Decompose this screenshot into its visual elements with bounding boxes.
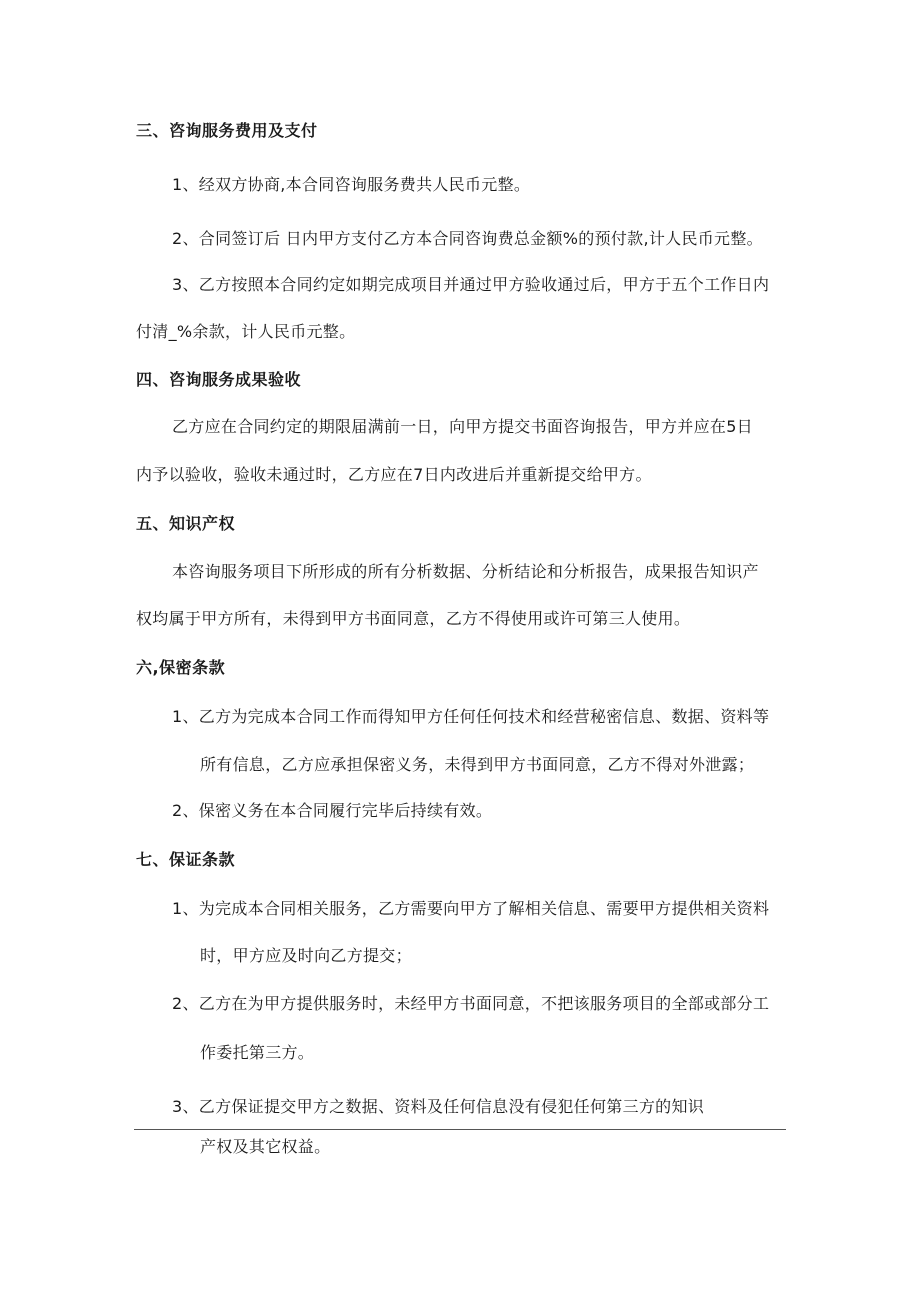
section-5-heading: 五、知识产权 [136,514,236,533]
section-6-item-1-line-1: 1、乙方为完成本合同工作而得知甲方任何任何技术和经营秘密信息、数据、资料等 [172,707,770,726]
section-4-para-line-1: 乙方应在合同约定的期限届满前一日，向甲方提交书面咨询报告，甲方并应在5日 [172,417,753,436]
section-3-item-3-line-2: 付清_%余款，计人民币元整。 [136,322,356,341]
section-7-item-2-line-1: 2、乙方在为甲方提供服务时，未经甲方书面同意，不把该服务项目的全部或部分工 [172,994,770,1013]
section-7-heading: 七、保证条款 [136,850,236,869]
section-7-item-3-line-1: 3、乙方保证提交甲方之数据、资料及任何信息没有侵犯任何第三方的知识 [172,1097,705,1116]
page-divider [134,1129,786,1130]
section-6-item-2: 2、保密义务在本合同履行完毕后持续有效。 [172,801,493,820]
section-3-heading: 三、咨询服务费用及支付 [136,121,318,140]
section-7-item-1-line-2: 时，甲方应及时向乙方提交； [200,946,412,965]
section-7-item-1-line-1: 1、为完成本合同相关服务，乙方需要向甲方了解相关信息、需要甲方提供相关资料 [172,899,770,918]
section-6-heading: 六,保密条款 [136,658,226,677]
section-4-heading: 四、咨询服务成果验收 [136,370,302,389]
section-3-item-1: 1、经双方协商,本合同咨询服务费共人民币元整。 [172,175,531,194]
section-7-item-3-line-2: 产权及其它权益。 [200,1137,331,1156]
section-5-para-line-2: 权均属于甲方所有，未得到甲方书面同意，乙方不得使用或许可第三人使用。 [136,609,691,628]
section-4-para-line-2: 内予以验收，验收未通过时，乙方应在7日内改进后并重新提交给甲方。 [136,465,652,484]
section-3-item-2: 2、合同签订后 日内甲方支付乙方本合同咨询费总金额%的预付款,计人民币元整。 [172,229,763,248]
section-7-item-2-line-2: 作委托第三方。 [200,1043,315,1062]
section-6-item-1-line-2: 所有信息，乙方应承担保密义务，未得到甲方书面同意，乙方不得对外泄露； [200,755,755,774]
section-5-para-line-1: 本咨询服务项目下所形成的所有分析数据、分析结论和分析报告，成果报告知识产 [172,562,759,581]
section-3-item-3-line-1: 3、乙方按照本合同约定如期完成项目并通过甲方验收通过后，甲方于五个工作日内 [172,275,770,294]
